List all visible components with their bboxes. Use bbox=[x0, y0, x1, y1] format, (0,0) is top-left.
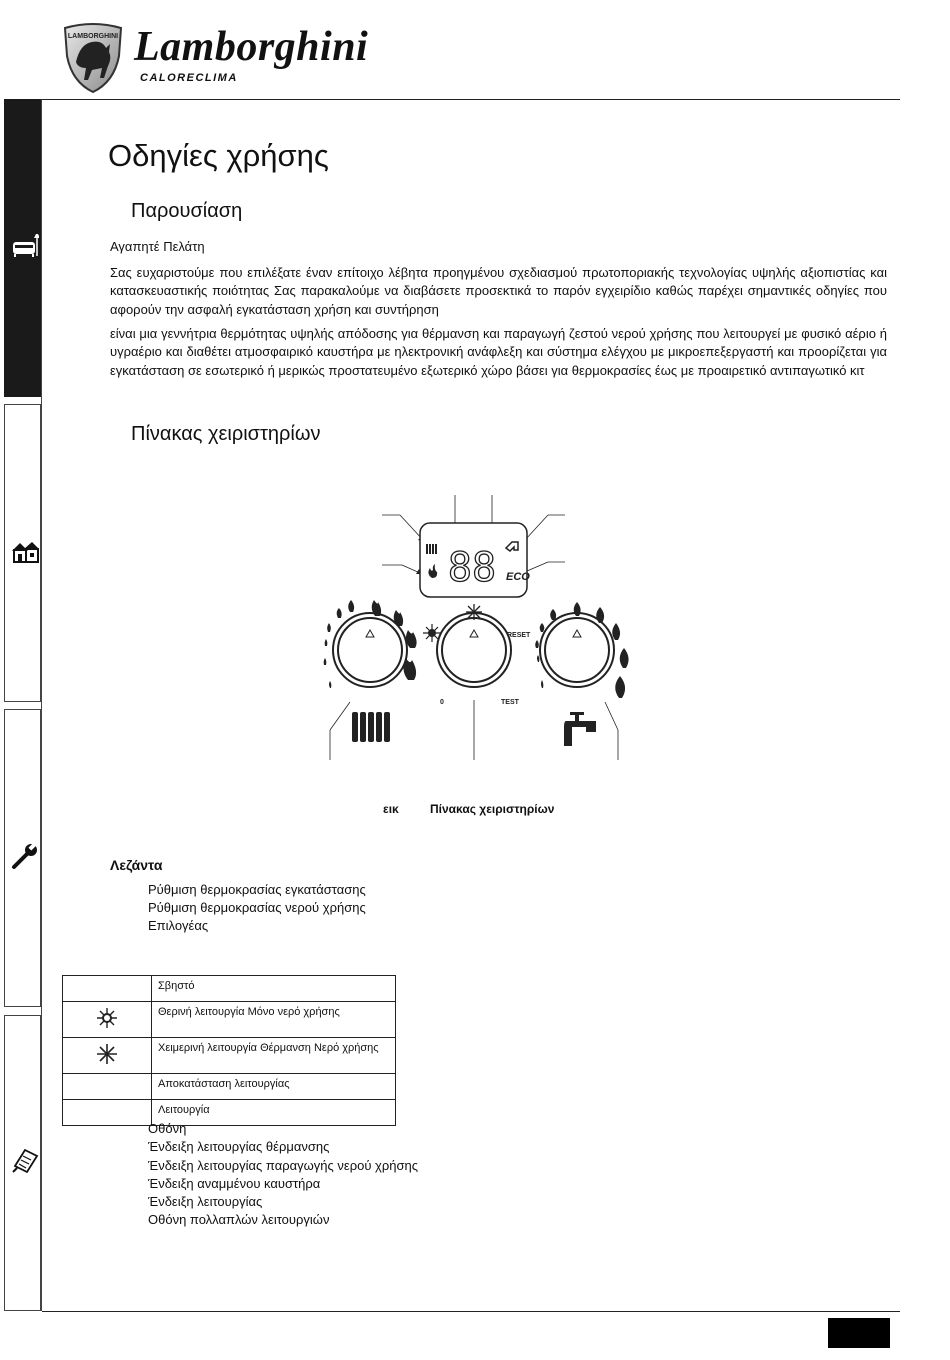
mode-symbol-cell bbox=[63, 976, 152, 1002]
legend-item: Ρύθμιση θερμοκρασίας εγκατάστασης bbox=[148, 882, 366, 897]
clipboard-icon bbox=[11, 1146, 39, 1174]
snowflake-icon bbox=[97, 1044, 117, 1064]
brand-subtitle: CALORECLIMA bbox=[140, 72, 238, 84]
wrench-icon bbox=[11, 842, 39, 870]
indicator-item: Ένδειξη λειτουργίας bbox=[148, 1194, 263, 1209]
header-divider bbox=[42, 99, 900, 100]
indicator-item: Ένδειξη λειτουργίας παραγωγής νερού χρήσης bbox=[148, 1158, 419, 1173]
legend-title: Λεζάντα bbox=[110, 857, 163, 873]
radiator-icon bbox=[352, 712, 390, 742]
mode-symbol-cell bbox=[63, 1074, 152, 1100]
figure-caption-label: εικ bbox=[383, 802, 399, 816]
table-row bbox=[63, 1038, 396, 1074]
mode-description: Θερινή λειτουργία Μόνο νερό χρήσης bbox=[152, 1002, 396, 1038]
selector-mode-table bbox=[62, 975, 396, 1126]
indicator-item: Ένδειξη λειτουργίας θέρμανσης bbox=[148, 1139, 330, 1154]
display-digits: 88 bbox=[447, 545, 497, 591]
indicator-item: Οθόνη bbox=[148, 1121, 187, 1136]
sidebar-divider bbox=[41, 99, 42, 1311]
sidebar-tab-technical[interactable] bbox=[4, 1015, 41, 1311]
figure-caption-text: Πίνακας χειριστηρίων bbox=[430, 802, 555, 816]
mode-symbol-cell bbox=[63, 1100, 152, 1126]
indicator-item: Οθόνη πολλαπλών λειτουργιών bbox=[148, 1212, 330, 1227]
paragraph-thanks: Σας ευχαριστούμε που επιλέξατε έναν επίτοιχο λέβητα προηγμένου σχεδιασμού πρωτοποριακής τεχνολογίας υψηλής αξιοπιστίας και κατασκευαστικής ποιότητας Σας παρακαλούμε να διαβάσετε προσεκτικά το παρόν εγχειρίδιο καθώς παρέχει σημαντικές οδηγίες που αφορούν την ασφαλή εγκατάσταση χρήση και συντήρηση bbox=[110, 265, 887, 317]
mode-symbol-cell bbox=[63, 1038, 152, 1074]
legend-item: Επιλογέας bbox=[148, 918, 209, 933]
test-label: TEST bbox=[501, 699, 519, 706]
sofa-icon bbox=[11, 232, 39, 260]
mode-description: Λειτουργία bbox=[152, 1100, 396, 1126]
table-row bbox=[63, 1100, 396, 1126]
eco-label: ECO bbox=[506, 571, 530, 583]
reset-label: RESET bbox=[507, 632, 531, 639]
section-heading-control-panel: Πίνακας χειριστηρίων bbox=[131, 423, 321, 445]
tap-icon bbox=[564, 712, 596, 746]
snowflake-icon bbox=[466, 604, 482, 620]
page-number-box bbox=[828, 1318, 890, 1348]
sun-icon bbox=[97, 1008, 117, 1028]
mode-symbol-cell bbox=[63, 1002, 152, 1038]
sidebar-tab-service[interactable] bbox=[4, 709, 41, 1007]
section-heading-presentation: Παρουσίαση bbox=[131, 200, 243, 222]
table-row bbox=[63, 1002, 396, 1038]
paragraph-description: είναι μια γεννήτρια θερμότητας υψηλής απόδοσης για θέρμανση και παραγωγή ζεστού νερού χρήσης που λειτουργεί με φυσικό αέριο ή υγραέριο και διαθέτει ατμοσφαιρικό καυστήρα με ηλεκτρονική ανάφλεξη και σύστημα ελέγχου με μικροεπεξεργαστή και προορίζεται για εγκατάσταση σε εσωτερικό ή μερικώς προστατευμένο εξωτερικό χώρο βάσει για θερμοκρασίες έως με προαιρετικό αντιπαγωτικό κιτ bbox=[110, 326, 887, 378]
brand-name: Lamborghini bbox=[134, 24, 369, 70]
table-row bbox=[63, 1074, 396, 1100]
control-panel-diagram bbox=[320, 490, 640, 765]
mode-description: Αποκατάσταση λειτουργίας bbox=[152, 1074, 396, 1100]
table-row bbox=[63, 976, 396, 1002]
brand-logo-shield bbox=[62, 22, 124, 94]
footer-divider bbox=[42, 1311, 900, 1312]
house-icon bbox=[11, 537, 39, 565]
sidebar-tab-installer[interactable] bbox=[4, 404, 41, 702]
mode-description: Χειμερινή λειτουργία Θέρμανση Νερό χρήσης bbox=[152, 1038, 396, 1074]
svg-text:LAMBORGHINI: LAMBORGHINI bbox=[67, 33, 119, 40]
zero-label: 0 bbox=[440, 699, 444, 706]
legend-item: Ρύθμιση θερμοκρασίας νερού χρήσης bbox=[148, 900, 366, 915]
indicator-item: Ένδειξη αναμμένου καυστήρα bbox=[148, 1176, 321, 1191]
page-title: Οδηγίες χρήσης bbox=[108, 138, 329, 173]
sidebar-tab-user[interactable] bbox=[4, 99, 41, 397]
greeting: Αγαπητέ Πελάτη bbox=[110, 239, 205, 254]
mode-description: Σβηστό bbox=[152, 976, 396, 1002]
